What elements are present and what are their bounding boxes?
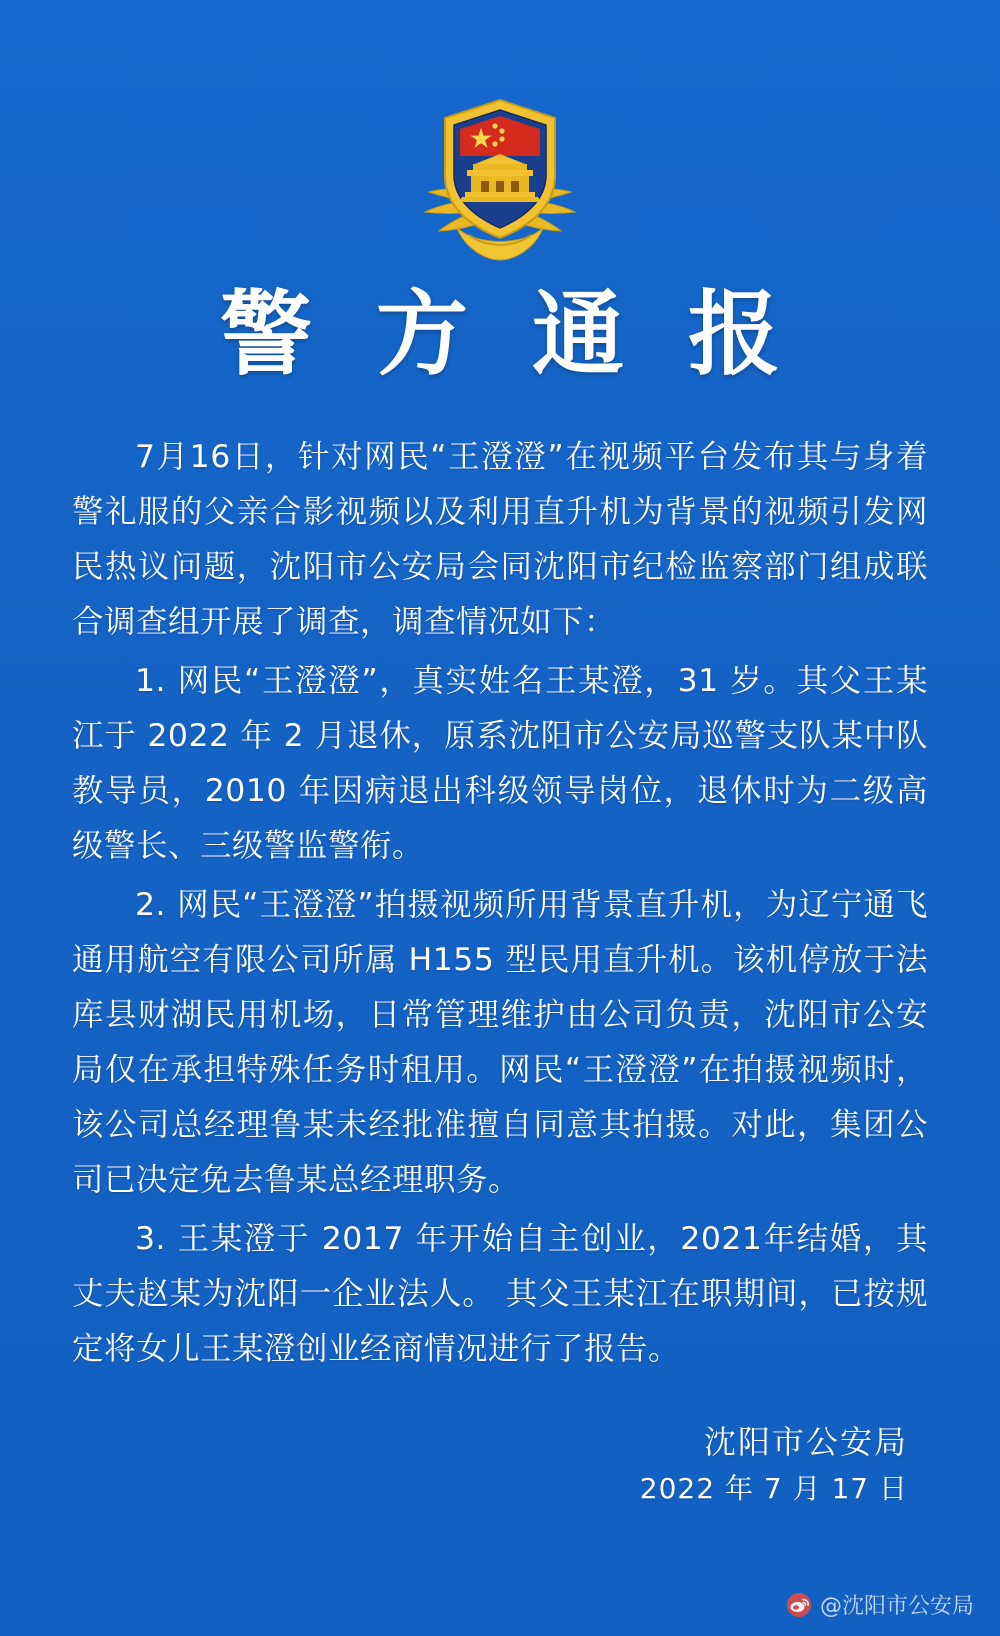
paragraph-item-2: 2. 网民“王澄澄”拍摄视频所用背景直升机，为辽宁通飞通用航空有限公司所属 H155 型民用直升机。该机停放于法库县财湖民用机场，日常管理维护由公司负责，沈阳市公安局仅在承担特殊任务时租用。网民“王澄澄”在拍摄视频时，该公司总经理鲁某未经批准擅自同意其拍摄。对此，集团公司已决定免去鲁某总经理职务。 <box>72 887 928 1198</box>
emblem-container <box>0 78 1000 278</box>
notice-body <box>72 430 928 1381</box>
signature-block <box>640 1418 908 1512</box>
china-police-badge-icon <box>395 78 605 278</box>
paragraph-intro: 7月16日，针对网民“王澄澄”在视频平台发布其与身着警礼服的父亲合影视频以及利用直升机为背景的视频引发网民热议问题，沈阳市公安局会同沈阳市纪检监察部门组成联合调查组开展了调查，调查情况如下： <box>72 439 928 640</box>
paragraph-item-1: 1. 网民“王澄澄”，真实姓名王某澄，31 岁。其父王某江于 2022 年 2 月退休，原系沈阳市公安局巡警支队某中队教导员，2010 年因病退出科级领导岗位，退休时为二级高级警长、三级警监警衔。 <box>72 663 928 864</box>
weibo-watermark <box>786 1589 974 1620</box>
signature-date: 2022 年 7 月 17 日 <box>639 1472 908 1505</box>
weibo-icon <box>786 1592 812 1618</box>
page-title: 警 方 通 报 <box>219 280 797 388</box>
signature-organization: 沈阳市公安局 <box>703 1423 908 1461</box>
paragraph-item-3: 3. 王某澄于 2017 年开始自主创业，2021年结婚，其丈夫赵某为沈阳一企业法人。 其父王某江在职期间，已按规定将女儿王某澄创业经商情况进行了报告。 <box>72 1221 928 1367</box>
weibo-account-label: @沈阳市公安局 <box>819 1594 974 1619</box>
